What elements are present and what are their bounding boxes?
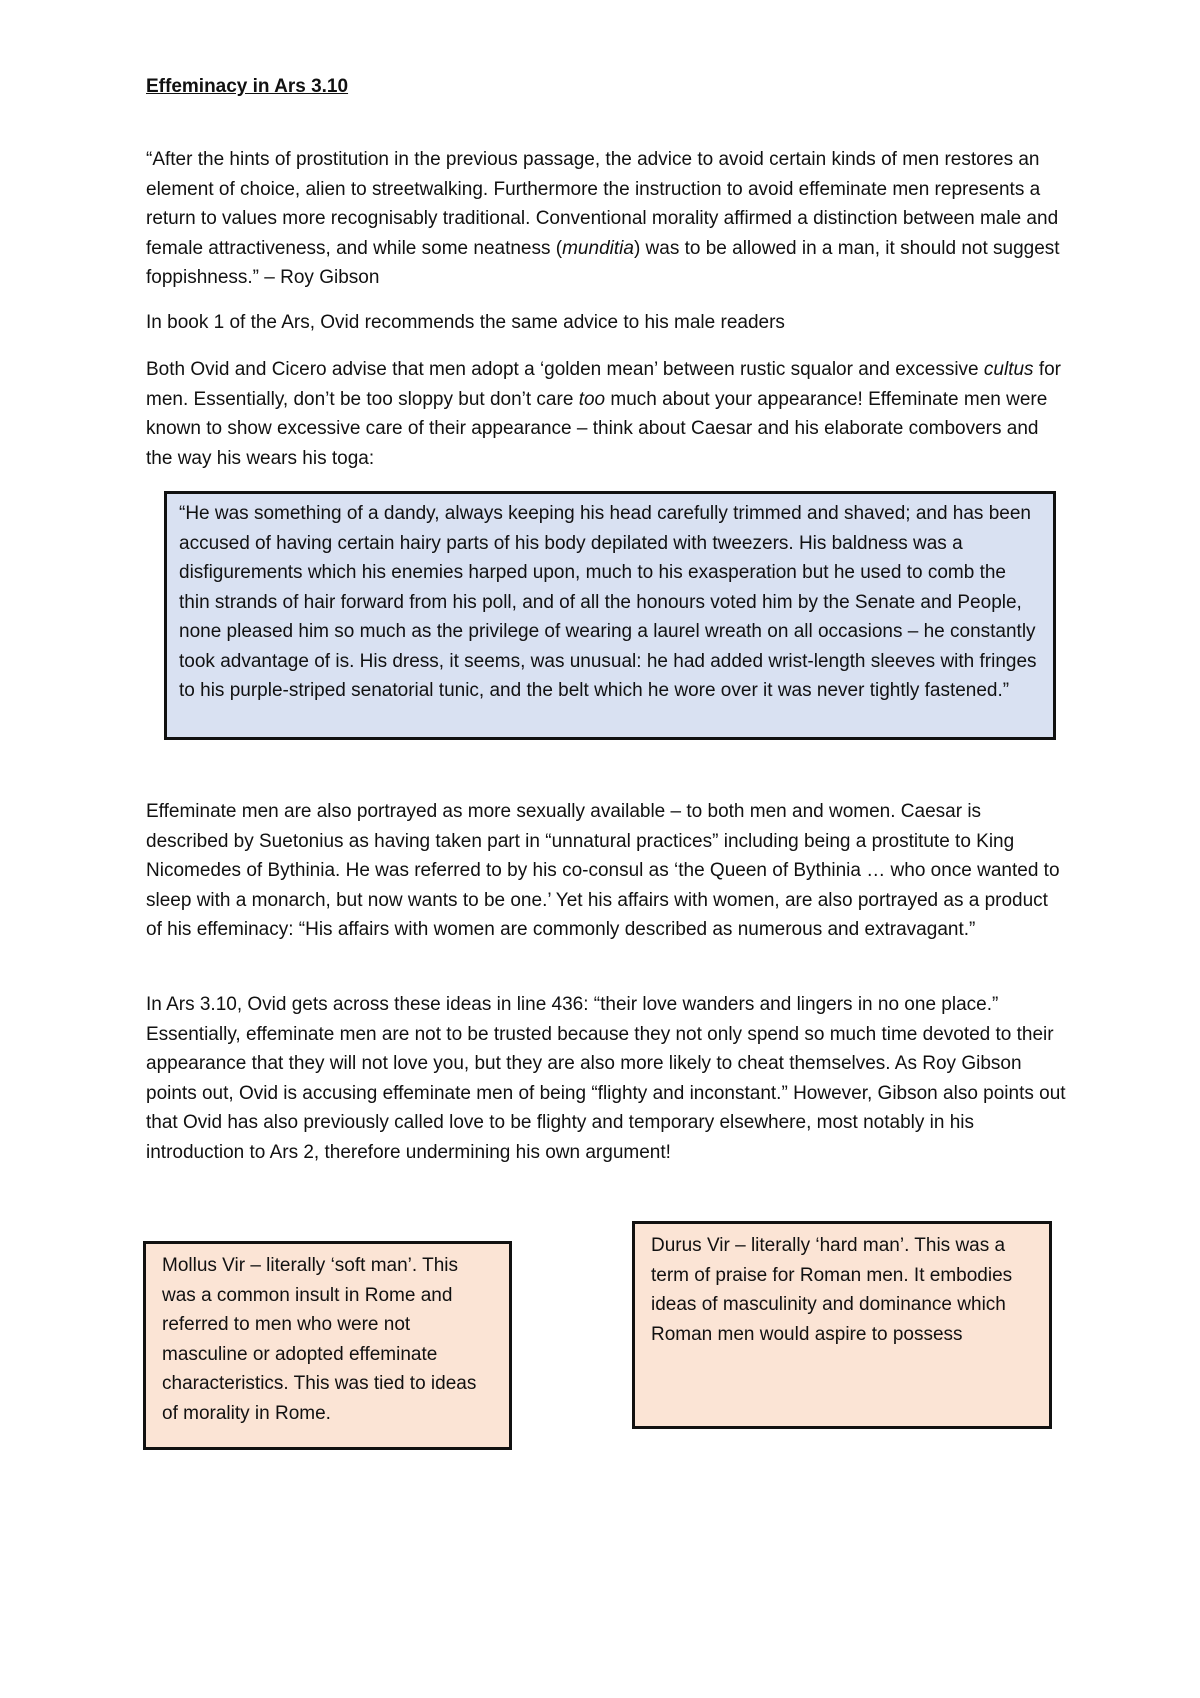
ars-310-paragraph: In Ars 3.10, Ovid gets across these ideas in line 436: “their love wanders and lingers in no one place.” Essentially, effeminate men are not to be trusted because they not only spend so much time devoted to their appearance that they will not love you, but they are also more likely to cheat themselves. As Roy Gibson points out, Ovid is accusing effeminate men of being “flighty and inconstant.” However, Gibson also points out that Ovid has also previously called love to be flighty and temporary elsewhere, most notably in his introduction to Ars 2, therefore undermining his own argument! xyxy=(146,994,1066,1163)
gibson-quote-paragraph xyxy=(146,145,1066,293)
golden-mean-paragraph xyxy=(146,355,1066,473)
cultus-term: cultus xyxy=(983,359,1034,380)
golden-mean-text-2: for men. Essentially, don’t be too sloppy but don’t care xyxy=(146,359,1061,410)
golden-mean-text-1: Both Ovid and Cicero advise that men adopt a ‘golden mean’ between rustic squalor and excessive xyxy=(146,359,984,380)
durus-vir-text: Durus Vir – literally ‘hard man’. This was a term of praise for Roman men. It embodies ideas of masculinity and dominance which Roman men would aspire to possess xyxy=(651,1235,1013,1345)
page-title: Effeminacy in Ars 3.10 xyxy=(146,76,349,97)
caesar-quote-text: “He was something of a dandy, always keeping his head carefully trimmed and shaved; and has been accused of having certain hairy parts of his body depilated with tweezers. His baldness was a disfigurements which his enemies harped upon, much to his exasperation but he used to comb the thin strands of hair forward from his poll, and of all the honours voted him by the Senate and People, none pleased him so much as the privilege of wearing a laurel wreath on all occasions – he constantly took advantage of is. His dress, it seems, was unusual: he had added wrist-length sleeves with fringes to his purple-striped senatorial tunic, and the belt which he wore over it was never tightly fastened.” xyxy=(179,503,1037,701)
gibson-quote-text: “After the hints of prostitution in the previous passage, the advice to avoid certain kinds of men restores an element of choice, alien to streetwalking. Furthermore the instruction to avoid effeminate men represents a return to values more recognisably traditional. Conventional morality affirmed a distinction between male and female attractiveness, and while some neatness ( xyxy=(146,149,1059,259)
munditia-term: munditia xyxy=(562,237,634,259)
gibson-quote-attribution: ) was to be allowed in a man, it should not suggest foppishness.” – Roy Gibson xyxy=(146,237,1060,288)
mollus-vir-box xyxy=(143,1241,512,1450)
durus-vir-box xyxy=(632,1221,1052,1429)
caesar-quote-box xyxy=(164,491,1056,740)
mollus-vir-text: Mollus Vir – literally ‘soft man’. This was a common insult in Rome and referred to men who were not masculine or adopted effeminate characteristics. This was tied to ideas of morality in Rome. xyxy=(162,1255,477,1424)
book1-paragraph: In book 1 of the Ars, Ovid recommends the same advice to his male readers xyxy=(146,312,785,333)
too-emphasis: too xyxy=(578,388,606,410)
golden-mean-text-3: much about your appearance! Effeminate men were known to show excessive care of their appearance – think about Caesar and his elaborate combovers and the way his wears his toga: xyxy=(146,388,1048,469)
sexual-availability-paragraph: Effeminate men are also portrayed as more sexually available – to both men and women. Caesar is described by Suetonius as having taken part in “unnatural practices” including being a prostitute to King Nicomedes of Bythinia. He was referred to by his co-consul as ‘the Queen of Bythinia … who once wanted to sleep with a monarch, but now wants to be one.’ Yet his affairs with women, are also portrayed as a product of his effeminacy: “His affairs with women are commonly described as numerous and extravagant.” xyxy=(146,801,1060,940)
